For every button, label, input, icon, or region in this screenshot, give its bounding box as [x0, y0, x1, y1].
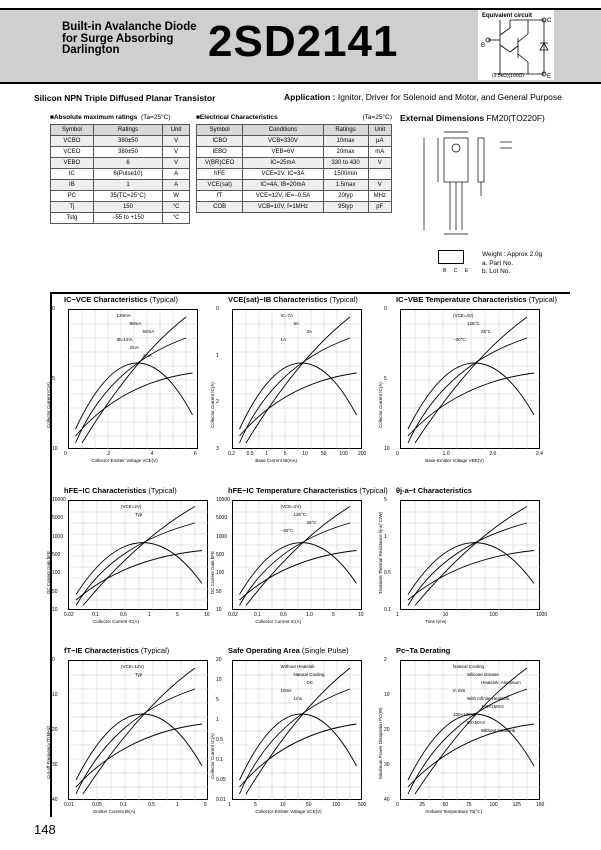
y-tick-label: 30 [52, 762, 58, 768]
y-tick-label: 5 [216, 697, 219, 703]
x-tick-label: 0.1 [254, 612, 261, 618]
elec-cell: 1500min [323, 169, 368, 180]
chart-title-text: IC−VCE Characteristics [64, 295, 148, 304]
x-tick-label: 2.4 [536, 451, 543, 457]
y-tick-label: 1 [384, 533, 387, 540]
chart-title-text: IC−VBE Temperature Characteristics [396, 295, 527, 304]
chart-annotation: −30°C [280, 528, 294, 533]
x-tick-label: 100 [489, 802, 498, 808]
elec-cell: pF [368, 202, 391, 213]
x-tick-label: 0.02 [228, 612, 238, 618]
elec-cell: hFE [197, 169, 243, 180]
x-tick-label: 0.05 [92, 802, 102, 808]
y-tick-label: 50 [52, 588, 58, 595]
chart-title-tag: (Typical) [327, 295, 358, 304]
elec-cell: 1.5max [323, 180, 368, 191]
abs-max-cell: °C [163, 213, 190, 224]
elec-cell: COB [197, 202, 243, 213]
chart-title-tag: (Single Pulse) [299, 646, 349, 655]
x-tick-label: 1000 [536, 612, 548, 618]
elec-table [196, 124, 392, 213]
chart-title [228, 295, 358, 304]
y-axis-label: Collector Current IC(A) [210, 382, 215, 428]
elec-cell: 10max [323, 136, 368, 147]
elec-header: Conditions [243, 125, 323, 136]
y-tick-label: 10000 [216, 497, 230, 503]
chart-title [64, 295, 178, 304]
ext-dim-title [400, 113, 545, 123]
y-tick-label: 100 [216, 570, 225, 577]
x-tick-label: 5 [254, 802, 257, 808]
chart-title [228, 646, 349, 655]
x-tick-label: 5 [332, 612, 335, 618]
y-tick-label: 0.1 [384, 607, 391, 613]
elec-cell: VCE=12V, IE=−0.5A [243, 191, 323, 202]
chart-annotation: Silicone Grease [467, 672, 499, 677]
elec-header: Unit [368, 125, 391, 136]
elec-row [197, 191, 392, 202]
y-tick-label: 0.05 [216, 777, 226, 783]
chart-annotation: 25°C [306, 520, 317, 525]
chart-title-text: hFE−IC Characteristics [64, 486, 147, 495]
abs-max-row [51, 158, 190, 169]
x-tick-label: 0.01 [64, 802, 74, 808]
part-no-note: a. Part No. [482, 259, 514, 267]
y-tick-label: 3 [216, 446, 219, 452]
chart-title [396, 486, 472, 495]
chart-title-text: VCE(sat)−IB Characteristics [228, 295, 328, 304]
y-tick-label: 10 [52, 607, 58, 613]
elec-cell: VCB=330V [243, 136, 323, 147]
y-tick-label: 30 [384, 762, 390, 768]
abs-max-row [51, 169, 190, 180]
chart-annotation: 3A [306, 329, 313, 334]
abs-max-title [50, 114, 171, 121]
chart-annotation: Natural Cooling [453, 664, 485, 669]
elec-row [197, 136, 392, 147]
chart-annotation: 125°C [467, 321, 480, 326]
y-tick-label: 500 [52, 552, 61, 558]
abs-max-cell: IB [51, 180, 94, 191]
ext-pkg: FM20(TO220F) [486, 113, 545, 123]
y-axis-label: Collector Current IC(A) [46, 382, 51, 428]
chart-title-tag: (Typical) [147, 295, 179, 304]
y-axis-label: Collector Current IC(A) [210, 733, 215, 779]
x-tick-label: 0.5 [280, 612, 287, 618]
y-tick-label: 50 [216, 588, 222, 595]
chart-title-tag: (Typical) [146, 486, 177, 495]
x-tick-label: 10 [280, 802, 286, 808]
x-tick-label: 100 [332, 802, 341, 808]
svg-text:E: E [547, 74, 552, 80]
elec-cell: 20typ [323, 191, 368, 202]
subtitle: Silicon NPN Triple Diffused Planar Transistor [34, 93, 216, 103]
y-tick-label: 1 [216, 352, 219, 359]
x-tick-label: 10 [442, 612, 449, 618]
y-tick-label: 100 [52, 570, 61, 577]
y-tick-label: 1 [216, 717, 219, 723]
y-axis-label: DC Current Gain hFE [46, 550, 51, 594]
x-tick-label: 100 [489, 612, 498, 618]
abs-max-row [51, 147, 190, 158]
x-tick-label: 1 [265, 451, 268, 457]
equiv-caption: (1.5kΩ)(100Ω) [492, 73, 524, 79]
chart-annotation: IB=1mA [116, 337, 133, 342]
elec-row [197, 180, 392, 191]
x-axis-label: Collector Current IC(A) [93, 619, 139, 624]
y-tick-label: 0 [216, 306, 219, 312]
abs-max-cell: IC [51, 169, 94, 180]
chart-title-text: Pc−Ta Derating [396, 646, 451, 655]
frame-top-rule [50, 292, 570, 294]
y-tick-label: 20 [216, 657, 222, 663]
abs-max-cell: 6(Pulse10) [93, 169, 162, 180]
y-tick-label: 0.5 [216, 737, 223, 743]
x-tick-label: 5 [176, 612, 179, 618]
x-tick-label: 0.5 [246, 451, 254, 457]
y-tick-label: 10 [384, 446, 390, 452]
abs-max-cell: −55 to +150 [93, 213, 162, 224]
y-tick-label: 40 [52, 797, 58, 803]
x-tick-label: 1 [176, 802, 179, 808]
y-tick-label: 10 [216, 677, 222, 683]
x-tick-label: 100 [339, 451, 348, 457]
pin-diagram [438, 250, 464, 264]
x-tick-label: 25 [419, 802, 425, 808]
elec-cell: μA [368, 136, 391, 147]
x-tick-label: 500 [358, 802, 367, 808]
y-tick-label: 10 [52, 446, 58, 452]
abs-max-row [51, 136, 190, 147]
y-tick-label: 5 [52, 376, 55, 382]
elec-cell: 95typ [323, 202, 368, 213]
chart-title-text: Safe Operating Area [228, 646, 300, 655]
elec-row [197, 169, 392, 180]
chart-title-text: θj-a−t Characteristics [396, 486, 472, 495]
x-tick-label: 10 [302, 451, 308, 457]
chart-annotation: 50×50×2 [467, 720, 485, 725]
page-number: 148 [34, 822, 56, 837]
app-label: Application : [284, 92, 336, 102]
chart-annotation: 60mA [142, 329, 155, 334]
chart-annotation: 150×150×2 [481, 704, 504, 709]
abs-max-cell: V [163, 158, 190, 169]
elec-header: Ratings [323, 125, 368, 136]
elec-cell: VCE(sat) [197, 180, 243, 191]
x-tick-label: 0 [396, 451, 399, 457]
x-tick-label: 5 [204, 802, 207, 808]
x-tick-label: 1 [148, 612, 151, 618]
chart-plot [68, 309, 198, 449]
x-tick-label: 50 [320, 451, 327, 457]
chart-annotation: With Infinite Heatsink [467, 696, 510, 701]
x-tick-label: 50 [306, 802, 312, 808]
x-axis-label: Base-Emitter Voltage VBE(V) [425, 458, 484, 463]
chart-annotation: 90mA [129, 321, 142, 326]
chart-annotation: 25°C [481, 329, 492, 334]
x-tick-label: 0.5 [148, 802, 155, 808]
chart-plot [400, 500, 540, 610]
y-tick-label: 10 [384, 692, 390, 698]
y-tick-label: 5000 [216, 515, 228, 522]
x-tick-label: 5 [283, 451, 287, 457]
header-title: Built-in Avalanche Diode for Surge Absorbing Darlington [62, 21, 197, 56]
equivalent-circuit [478, 10, 554, 80]
chart-annotation: 2mA [129, 345, 139, 350]
y-tick-label: 2 [216, 399, 219, 406]
elec-cell: VEB=6V [243, 147, 323, 158]
svg-text:B: B [481, 43, 486, 49]
chart-annotation: DC [306, 680, 313, 685]
package-drawing [404, 124, 564, 244]
abs-max-cell: W [163, 191, 190, 202]
chart-annotation: 5A [293, 321, 300, 326]
elec-cell: IC=4A, IB=20mA [243, 180, 323, 191]
abs-max-cell: Tj [51, 202, 94, 213]
elec-cell: MHz [368, 191, 391, 202]
chart-annotation: 4mA [142, 353, 152, 358]
abs-max-cell: 6 [93, 158, 162, 169]
x-axis-label: Emitter Current IE(A) [93, 809, 136, 814]
abs-max-cell: 150 [93, 202, 162, 213]
x-tick-label: 0 [396, 802, 399, 808]
y-tick-label: 0 [52, 657, 55, 663]
x-tick-label: 150 [536, 802, 545, 808]
chart-title [228, 486, 388, 495]
y-tick-label: 0.1 [216, 757, 223, 763]
abs-max-cell: A [163, 180, 190, 191]
elec-row [197, 147, 392, 158]
y-axis-label: Maximum Power Dissipation PC(W) [378, 707, 383, 779]
chart-annotation: 1ms [293, 696, 303, 701]
x-tick-label: 1.0 [306, 612, 313, 618]
elec-cell: 20max [323, 147, 368, 158]
y-axis-label: Collector Current IC(A) [378, 382, 383, 428]
pin-labels: B C E [443, 268, 472, 274]
abs-max-row [51, 180, 190, 191]
y-tick-label: 1000 [52, 533, 64, 540]
chart-annotation: 125°C [293, 512, 307, 517]
abs-max-cell: V [163, 136, 190, 147]
y-tick-label: 5 [384, 497, 387, 503]
equiv-label: Equivalent circuit [482, 13, 533, 19]
abs-max-row [51, 191, 190, 202]
x-tick-label: 0.02 [64, 612, 74, 618]
chart-annotation: IC=7A [280, 313, 294, 318]
x-tick-label: 2.0 [489, 451, 497, 457]
x-tick-label: 200 [358, 451, 367, 457]
elec-cell: mA [368, 147, 391, 158]
chart-title [64, 646, 169, 655]
abs-max-cell: VCEO [51, 147, 94, 158]
x-tick-label: 1.0 [442, 451, 450, 457]
chart-annotation: (VCE=4V) [453, 313, 474, 318]
abs-max-cell: 35(TC=25°C) [93, 191, 162, 202]
elec-cell: IC=25mA [243, 158, 323, 169]
chart-title [64, 486, 177, 495]
elec-title-text: ■Electrical Characteristics [196, 114, 278, 121]
elec-cell: ICBO [197, 136, 243, 147]
chart-annotation: 1A [280, 337, 287, 342]
ext-title-text: External Dimensions [400, 113, 485, 123]
chart-annotation: Without Heatsink [481, 728, 516, 733]
x-tick-label: 0.2 [228, 451, 235, 457]
chart-annotation: Typ [135, 512, 143, 517]
abs-max-row [51, 213, 190, 224]
y-tick-label: 0 [384, 306, 387, 312]
y-tick-label: 5000 [52, 515, 64, 522]
part-number: 2SD2141 [208, 17, 399, 66]
chart-annotation: (VCE=2V) [121, 504, 142, 509]
lot-no-note: b. Lot No. [482, 268, 511, 275]
app-text: Ignitor, Driver for Solenoid and Motor, and General Purpose [337, 92, 562, 102]
abs-max-cell: A [163, 169, 190, 180]
weight-info [482, 251, 542, 277]
x-tick-label: 10 [204, 612, 210, 618]
elec-row [197, 202, 392, 213]
y-tick-label: 20 [52, 727, 58, 733]
x-tick-label: 1 [396, 612, 399, 618]
x-axis-label: Ambient Temperature Ta(°C) [425, 809, 483, 814]
x-tick-label: 6 [194, 451, 197, 457]
y-tick-label: 5 [384, 376, 387, 382]
chart-annotation: Without Heatsink [280, 664, 315, 669]
elec-header: Symbol [197, 125, 243, 136]
elec-cell: IEBO [197, 147, 243, 158]
elec-cell: 330 to 430 [323, 158, 368, 169]
abs-max-cell: V [163, 147, 190, 158]
x-axis-label: Time t(ms) [425, 619, 447, 624]
chart-title [396, 646, 450, 655]
y-axis-label: DC Current Gain hFE [210, 550, 215, 594]
chart-annotation: Natural Cooling [293, 672, 325, 677]
elec-cond: (Ta=25°C) [362, 114, 392, 121]
y-tick-label: 10000 [52, 497, 66, 503]
abs-max-header: Symbol [51, 125, 94, 136]
y-axis-label: Transient Thermal Resistance θj-a(°C/W) [378, 511, 383, 594]
abs-max-cell: Tstg [51, 213, 94, 224]
chart-annotation: (VCE=2V) [280, 504, 301, 509]
chart-plot [400, 309, 540, 449]
y-tick-label: 20 [384, 727, 390, 733]
x-tick-label: 10 [358, 612, 364, 618]
x-tick-label: 75 [466, 802, 472, 808]
x-axis-label: Collector-Emitter Voltage VCE(V) [91, 458, 158, 463]
chart-annotation: in mm [453, 688, 466, 693]
x-tick-label: 0.1 [120, 802, 127, 808]
elec-cell: V [368, 180, 391, 191]
chart-title-tag: (Typical) [526, 295, 557, 304]
abs-max-row [51, 202, 190, 213]
elec-cell: V [368, 158, 391, 169]
y-tick-label: 40 [384, 797, 390, 803]
x-tick-label: 4 [150, 451, 154, 457]
application [284, 92, 562, 102]
x-tick-label: 50 [442, 802, 449, 808]
abs-max-cell: 380±50 [93, 147, 162, 158]
chart-title-text: hFE−IC Temperature Characteristics [228, 486, 358, 495]
elec-cell: fT [197, 191, 243, 202]
x-axis-label: Collector-Emitter Voltage VCE(V) [255, 809, 322, 814]
x-axis-label: Collector Current IC(A) [255, 619, 302, 624]
x-tick-label: 0 [64, 451, 67, 457]
x-tick-label: 0.1 [92, 612, 99, 618]
chart-annotation: Heatsink: Aluminum [481, 680, 521, 685]
x-tick-label: 0.5 [120, 612, 127, 618]
chart-annotation: −30°C [453, 337, 466, 342]
chart-title-tag: (Typical) [138, 646, 170, 655]
chart-annotation: (VCE=12V) [121, 664, 144, 669]
y-tick-label: 0.01 [216, 797, 226, 803]
y-tick-label: 500 [216, 552, 225, 558]
chart-title [396, 295, 557, 304]
elec-cell: VCE=2V, IC=3A [243, 169, 323, 180]
y-axis-label: Cut-off Frequency fT(MHz) [46, 725, 51, 779]
y-tick-label: 0.5 [384, 570, 391, 577]
chart-plot [232, 309, 362, 449]
abs-max-cell: 380±50 [93, 136, 162, 147]
y-tick-label: 0 [52, 306, 55, 312]
elec-cell: V(BR)CEO [197, 158, 243, 169]
abs-max-header: Unit [163, 125, 190, 136]
chart-plot [232, 660, 362, 800]
x-tick-label: 125 [512, 802, 521, 808]
x-tick-label: 2 [107, 451, 111, 457]
y-tick-label: 10 [52, 692, 58, 698]
abs-max-cell: VEBO [51, 158, 94, 169]
elec-row [197, 158, 392, 169]
elec-cell [368, 169, 391, 180]
y-tick-label: 1000 [216, 533, 228, 540]
y-tick-label: 10 [216, 607, 222, 613]
chart-annotation: 120mA [116, 313, 131, 318]
chart-annotation: 10ms [280, 688, 292, 693]
abs-max-cell: PC [51, 191, 94, 202]
x-axis-label: Base Current IB(mA) [255, 458, 298, 463]
x-tick-label: 1 [228, 802, 231, 808]
abs-max-cell: 1 [93, 180, 162, 191]
abs-max-table [50, 124, 190, 224]
chart-annotation: Typ [135, 672, 143, 677]
abs-max-cell: VCBO [51, 136, 94, 147]
svg-text:C: C [547, 18, 552, 24]
abs-max-cell: °C [163, 202, 190, 213]
chart-title-tag: (Typical) [357, 486, 388, 495]
elec-cell: VCB=10V, f=1MHz [243, 202, 323, 213]
elec-title [196, 114, 392, 121]
abs-title: ■Absolute maximum ratings [50, 114, 138, 121]
weight-text: Weight : Approx 2.0g [482, 251, 543, 258]
chart-annotation: 100×100×2 [453, 712, 476, 717]
abs-cond: (Ta=25°C) [141, 114, 171, 121]
chart-title-text: fT−IE Characteristics [64, 646, 139, 655]
y-tick-label: 2 [384, 657, 387, 663]
abs-max-header: Ratings [93, 125, 162, 136]
chart-plot [68, 660, 208, 800]
